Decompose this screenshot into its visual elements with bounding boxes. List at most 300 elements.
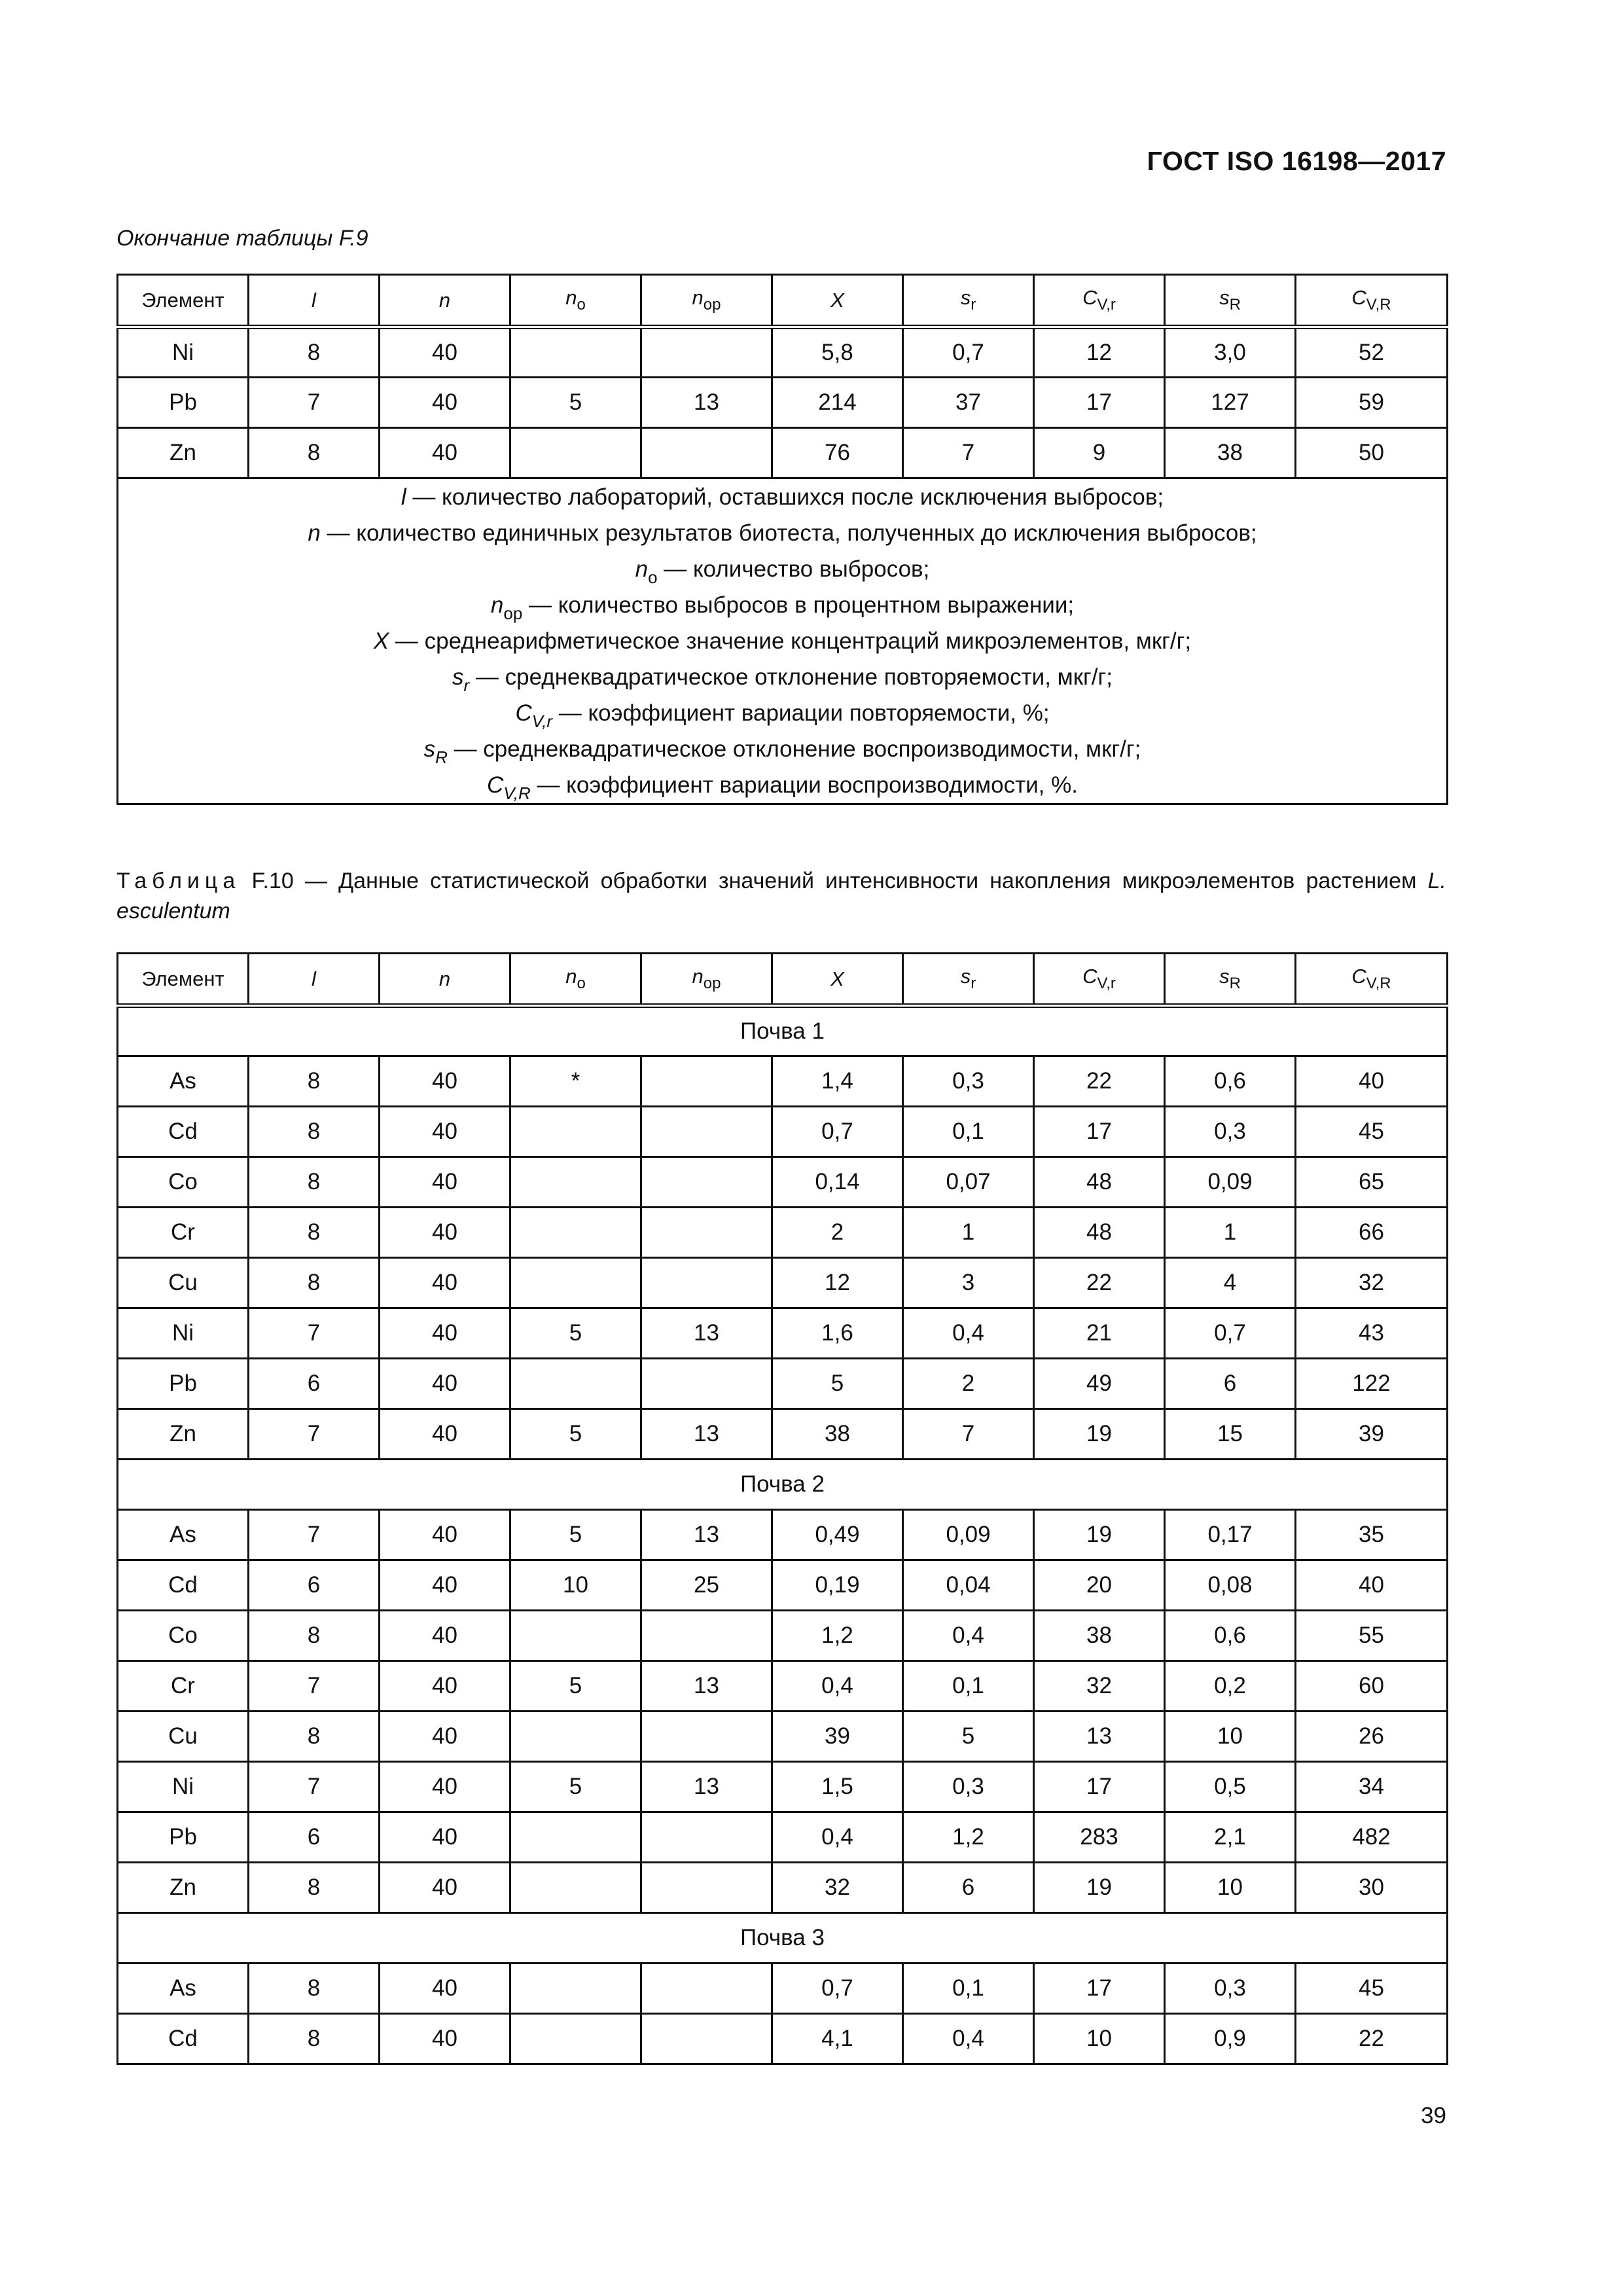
value-cell (510, 327, 641, 378)
column-header (1165, 275, 1296, 327)
column-header (903, 275, 1034, 327)
legend-item (118, 623, 1446, 659)
value-cell: 45 (1296, 1107, 1448, 1157)
column-header-symbol: X (830, 288, 844, 312)
value-cell: 0,4 (772, 1661, 903, 1712)
value-cell (510, 1712, 641, 1762)
column-header (380, 954, 510, 1006)
value-cell: 22 (1296, 2014, 1448, 2064)
value-cell: 1,4 (772, 1056, 903, 1107)
column-header-symbol: C (1351, 286, 1366, 309)
legend-item (118, 479, 1446, 515)
value-cell: 10 (1034, 2014, 1165, 2064)
element-cell: Cd (118, 1560, 249, 1611)
value-cell: 0,3 (903, 1762, 1034, 1812)
value-cell: 8 (249, 1964, 380, 2014)
table-row (118, 1560, 1448, 1611)
column-header (118, 275, 249, 327)
value-cell: 40 (1296, 1056, 1448, 1107)
value-cell: 43 (1296, 1308, 1448, 1359)
element-cell: Cr (118, 1208, 249, 1258)
value-cell (641, 1258, 772, 1308)
value-cell (510, 1812, 641, 1863)
column-header (641, 954, 772, 1006)
column-header-subscript: r (971, 975, 976, 992)
value-cell: 5 (510, 1308, 641, 1359)
element-cell: Ni (118, 1308, 249, 1359)
value-cell: 13 (641, 1762, 772, 1812)
legend-subscript: о (648, 567, 658, 587)
value-cell: * (510, 1056, 641, 1107)
legend-symbol: C (515, 700, 532, 726)
value-cell: 38 (772, 1409, 903, 1460)
value-cell: 17 (1034, 1964, 1165, 2014)
table-row (118, 1762, 1448, 1812)
value-cell: 3 (903, 1258, 1034, 1308)
element-cell: As (118, 1510, 249, 1560)
element-cell: Co (118, 1611, 249, 1661)
column-header-symbol: s (1219, 286, 1230, 309)
column-header (1296, 275, 1448, 327)
value-cell: 7 (903, 428, 1034, 478)
column-header (772, 954, 903, 1006)
value-cell: 35 (1296, 1510, 1448, 1560)
value-cell: 6 (249, 1359, 380, 1409)
value-cell: 17 (1034, 1762, 1165, 1812)
value-cell (510, 1157, 641, 1208)
column-header-symbol: C (1351, 965, 1366, 988)
value-cell: 40 (380, 428, 510, 478)
value-cell: 12 (772, 1258, 903, 1308)
column-header-subscript: V,r (1097, 975, 1116, 992)
column-header (1296, 954, 1448, 1006)
column-header-symbol: C (1082, 286, 1097, 309)
value-cell: 0,3 (1165, 1107, 1296, 1157)
value-cell: 5 (510, 1762, 641, 1812)
element-cell: Pb (118, 1359, 249, 1409)
value-cell: 32 (1296, 1258, 1448, 1308)
value-cell (510, 1964, 641, 2014)
value-cell: 6 (903, 1863, 1034, 1913)
legend-symbol: l (401, 484, 406, 510)
value-cell: 8 (249, 1208, 380, 1258)
value-cell: 32 (772, 1863, 903, 1913)
column-header-symbol: s (960, 965, 971, 988)
column-header (1034, 275, 1165, 327)
value-cell: 0,1 (903, 1964, 1034, 2014)
table-header-row (118, 954, 1448, 1006)
element-cell: As (118, 1964, 249, 2014)
value-cell: 40 (380, 1712, 510, 1762)
legend-subscript: V,r (531, 711, 553, 731)
legend-item (118, 587, 1446, 623)
value-cell (510, 1258, 641, 1308)
element-cell: Co (118, 1157, 249, 1208)
value-cell: 13 (641, 378, 772, 428)
value-cell (641, 327, 772, 378)
soil-section-row (118, 1460, 1448, 1510)
column-header-subscript: V,R (1366, 975, 1391, 992)
value-cell: 0,9 (1165, 2014, 1296, 2064)
value-cell: 20 (1034, 1560, 1165, 1611)
value-cell: 40 (380, 1409, 510, 1460)
column-header-symbol: l (312, 288, 316, 312)
column-header-symbol: n (438, 288, 451, 312)
value-cell: 40 (380, 1863, 510, 1913)
legend-subscript: r (463, 675, 470, 695)
value-cell: 48 (1034, 1208, 1165, 1258)
column-header-symbol: l (312, 967, 316, 990)
value-cell: 4,1 (772, 2014, 903, 2064)
legend-text: — среднеквадратическое отклонение воспроизводимости, мкг/г; (447, 736, 1141, 762)
value-cell: 13 (641, 1409, 772, 1460)
value-cell: 0,7 (903, 327, 1034, 378)
value-cell: 0,3 (903, 1056, 1034, 1107)
value-cell: 0,07 (903, 1157, 1034, 1208)
table-f10-title (116, 866, 1446, 926)
legend-text: — количество выбросов в процентном выражении; (522, 592, 1075, 618)
column-header-symbol: C (1082, 965, 1097, 988)
element-cell: Cr (118, 1661, 249, 1712)
value-cell: 7 (249, 1661, 380, 1712)
table-row (118, 1258, 1448, 1308)
value-cell: 13 (641, 1510, 772, 1560)
legend-item (118, 767, 1446, 803)
column-header (903, 954, 1034, 1006)
species-name: L. esculentum (116, 869, 1446, 924)
value-cell: 22 (1034, 1056, 1165, 1107)
value-cell: 5 (903, 1712, 1034, 1762)
value-cell: 26 (1296, 1712, 1448, 1762)
value-cell (510, 1863, 641, 1913)
value-cell: 40 (380, 1258, 510, 1308)
value-cell: 0,4 (903, 2014, 1034, 2064)
element-cell: Ni (118, 327, 249, 378)
value-cell: 1,2 (903, 1812, 1034, 1863)
value-cell (641, 1208, 772, 1258)
value-cell: 30 (1296, 1863, 1448, 1913)
table-row (118, 378, 1448, 428)
value-cell: 40 (380, 1107, 510, 1157)
value-cell: 7 (903, 1409, 1034, 1460)
legend-subscript: V,R (503, 783, 531, 803)
value-cell: 8 (249, 1712, 380, 1762)
column-header (249, 275, 380, 327)
column-header-symbol: n (692, 965, 704, 988)
value-cell: 52 (1296, 327, 1448, 378)
value-cell (641, 1611, 772, 1661)
value-cell: 0,14 (772, 1157, 903, 1208)
value-cell: 45 (1296, 1964, 1448, 2014)
value-cell: 39 (772, 1712, 903, 1762)
value-cell: 22 (1034, 1258, 1165, 1308)
soil-section-label: Почва 2 (118, 1460, 1448, 1510)
table-row (118, 1359, 1448, 1409)
value-cell: 17 (1034, 1107, 1165, 1157)
value-cell: 40 (380, 1611, 510, 1661)
value-cell (641, 428, 772, 478)
column-header (380, 275, 510, 327)
value-cell: 5 (772, 1359, 903, 1409)
column-header (510, 275, 641, 327)
value-cell: 5 (510, 1409, 641, 1460)
table-row (118, 2014, 1448, 2064)
value-cell: 6 (1165, 1359, 1296, 1409)
value-cell: 3,0 (1165, 327, 1296, 378)
value-cell: 0,6 (1165, 1056, 1296, 1107)
value-cell: 19 (1034, 1409, 1165, 1460)
soil-section-label: Почва 3 (118, 1913, 1448, 1964)
value-cell: 0,19 (772, 1560, 903, 1611)
element-cell: Cu (118, 1258, 249, 1308)
value-cell: 0,04 (903, 1560, 1034, 1611)
value-cell: 0,49 (772, 1510, 903, 1560)
element-cell: Cu (118, 1712, 249, 1762)
value-cell: 0,7 (772, 1107, 903, 1157)
column-header-subscript: R (1229, 975, 1241, 992)
value-cell (510, 1208, 641, 1258)
value-cell (641, 1863, 772, 1913)
value-cell: 122 (1296, 1359, 1448, 1409)
value-cell: 10 (510, 1560, 641, 1611)
value-cell: 59 (1296, 378, 1448, 428)
value-cell: 0,2 (1165, 1661, 1296, 1712)
value-cell: 55 (1296, 1611, 1448, 1661)
column-header-symbol: s (960, 286, 971, 309)
value-cell: 8 (249, 327, 380, 378)
value-cell: 8 (249, 1107, 380, 1157)
column-header-label: Элемент (141, 967, 224, 990)
legend-item (118, 659, 1446, 695)
legend-row (118, 478, 1448, 804)
value-cell: 40 (380, 1359, 510, 1409)
value-cell: 40 (380, 1560, 510, 1611)
legend-text: — количество единичных результатов биотеста, полученных до исключения выбросов; (320, 520, 1257, 546)
value-cell: 37 (903, 378, 1034, 428)
value-cell: 8 (249, 1611, 380, 1661)
value-cell: 40 (380, 1762, 510, 1812)
column-header-subscript: о (577, 975, 586, 992)
value-cell: 17 (1034, 378, 1165, 428)
soil-section-label: Почва 1 (118, 1006, 1448, 1056)
value-cell: 0,09 (903, 1510, 1034, 1560)
value-cell: 65 (1296, 1157, 1448, 1208)
value-cell: 0,1 (903, 1661, 1034, 1712)
value-cell: 1 (1165, 1208, 1296, 1258)
value-cell: 0,1 (903, 1107, 1034, 1157)
value-cell: 12 (1034, 327, 1165, 378)
legend-cell (118, 478, 1448, 804)
table-row (118, 428, 1448, 478)
page-number: 39 (1421, 2103, 1446, 2128)
legend-text: — среднеарифметическое значение концентраций микроэлементов, мкг/г; (389, 628, 1192, 654)
value-cell: 0,08 (1165, 1560, 1296, 1611)
column-header-label: Элемент (141, 288, 224, 312)
value-cell: 7 (249, 378, 380, 428)
value-cell: 127 (1165, 378, 1296, 428)
legend-symbol: X (373, 628, 389, 654)
value-cell: 2 (772, 1208, 903, 1258)
value-cell: 76 (772, 428, 903, 478)
table-row (118, 1812, 1448, 1863)
legend-symbol: n (490, 592, 504, 618)
column-header-symbol: n (692, 286, 704, 309)
column-header-subscript: V,r (1097, 296, 1116, 314)
column-header-subscript: о (577, 296, 586, 314)
column-header-symbol: n (438, 967, 451, 990)
table-row (118, 1409, 1448, 1460)
value-cell: 0,7 (1165, 1308, 1296, 1359)
column-header (772, 275, 903, 327)
table-row (118, 1510, 1448, 1560)
value-cell: 9 (1034, 428, 1165, 478)
column-header-subscript: ор (703, 975, 721, 992)
value-cell: 6 (249, 1812, 380, 1863)
legend-text: — количество выбросов; (657, 556, 930, 582)
value-cell: 8 (249, 1863, 380, 1913)
value-cell: 0,4 (903, 1308, 1034, 1359)
value-cell (641, 1712, 772, 1762)
value-cell: 8 (249, 1056, 380, 1107)
legend-item (118, 731, 1446, 767)
column-header (1165, 954, 1296, 1006)
value-cell: 2 (903, 1359, 1034, 1409)
column-header-subscript: V,R (1366, 296, 1391, 314)
value-cell: 40 (1296, 1560, 1448, 1611)
column-header (641, 275, 772, 327)
value-cell: 283 (1034, 1812, 1165, 1863)
value-cell: 25 (641, 1560, 772, 1611)
element-cell: Pb (118, 378, 249, 428)
value-cell: 13 (1034, 1712, 1165, 1762)
legend-symbol: s (423, 736, 436, 762)
value-cell: 19 (1034, 1510, 1165, 1560)
value-cell: 10 (1165, 1863, 1296, 1913)
value-cell: 13 (641, 1308, 772, 1359)
value-cell: 40 (380, 2014, 510, 2064)
value-cell (510, 1107, 641, 1157)
value-cell: 1,5 (772, 1762, 903, 1812)
value-cell: 1,2 (772, 1611, 903, 1661)
value-cell: 8 (249, 2014, 380, 2064)
column-header (1034, 954, 1165, 1006)
legend-symbol: n (635, 556, 649, 582)
table-header-row (118, 275, 1448, 327)
value-cell: 40 (380, 1056, 510, 1107)
value-cell (641, 1107, 772, 1157)
soil-section-row (118, 1913, 1448, 1964)
value-cell: 15 (1165, 1409, 1296, 1460)
value-cell (641, 1964, 772, 2014)
table-title-text: F.10 — Данные статистической обработки значений интенсивности накопления микроэлементов растением (251, 869, 1417, 893)
column-header-symbol: n (565, 965, 577, 988)
element-cell: Ni (118, 1762, 249, 1812)
value-cell (641, 2014, 772, 2064)
element-cell: As (118, 1056, 249, 1107)
column-header-subscript: R (1229, 296, 1241, 314)
value-cell: 38 (1034, 1611, 1165, 1661)
column-header (118, 954, 249, 1006)
value-cell: 40 (380, 1964, 510, 2014)
legend-text: — коэффициент вариации воспроизводимости, %. (530, 772, 1078, 798)
column-header-symbol: n (565, 286, 577, 309)
value-cell: 0,5 (1165, 1762, 1296, 1812)
value-cell: 48 (1034, 1157, 1165, 1208)
value-cell (641, 1812, 772, 1863)
table-row (118, 1056, 1448, 1107)
table-f10 (116, 952, 1448, 2065)
value-cell: 34 (1296, 1762, 1448, 1812)
value-cell: 4 (1165, 1258, 1296, 1308)
legend-symbol: s (452, 664, 464, 690)
value-cell: 8 (249, 1258, 380, 1308)
element-cell: Zn (118, 1863, 249, 1913)
value-cell (510, 1359, 641, 1409)
element-cell: Cd (118, 2014, 249, 2064)
value-cell: 0,3 (1165, 1964, 1296, 2014)
value-cell: 8 (249, 428, 380, 478)
value-cell: 5 (510, 1661, 641, 1712)
value-cell: 6 (249, 1560, 380, 1611)
legend-text: — количество лабораторий, оставшихся после исключения выбросов; (406, 484, 1164, 510)
legend-subscript: R (435, 747, 448, 767)
value-cell: 0,09 (1165, 1157, 1296, 1208)
legend-symbol: C (487, 772, 504, 798)
legend-item (118, 515, 1446, 551)
value-cell: 39 (1296, 1409, 1448, 1460)
value-cell: 7 (249, 1308, 380, 1359)
value-cell (641, 1056, 772, 1107)
element-cell: Zn (118, 428, 249, 478)
value-cell (510, 1611, 641, 1661)
value-cell: 482 (1296, 1812, 1448, 1863)
column-header-subscript: ор (703, 296, 721, 314)
value-cell: 13 (641, 1661, 772, 1712)
column-header-symbol: s (1219, 965, 1230, 988)
value-cell: 0,4 (903, 1611, 1034, 1661)
legend-item (118, 551, 1446, 587)
value-cell: 7 (249, 1510, 380, 1560)
value-cell: 49 (1034, 1359, 1165, 1409)
value-cell: 1 (903, 1208, 1034, 1258)
value-cell: 38 (1165, 428, 1296, 478)
value-cell: 5 (510, 378, 641, 428)
table-row (118, 1208, 1448, 1258)
table-row (118, 1964, 1448, 2014)
value-cell: 214 (772, 378, 903, 428)
value-cell: 21 (1034, 1308, 1165, 1359)
value-cell: 8 (249, 1157, 380, 1208)
value-cell: 5 (510, 1510, 641, 1560)
table-row (118, 1712, 1448, 1762)
value-cell: 60 (1296, 1661, 1448, 1712)
element-cell: Cd (118, 1107, 249, 1157)
value-cell: 0,4 (772, 1812, 903, 1863)
column-header-symbol: X (830, 967, 844, 990)
value-cell: 40 (380, 1308, 510, 1359)
table-row (118, 1107, 1448, 1157)
legend-subscript: ор (503, 603, 523, 623)
table-row (118, 1863, 1448, 1913)
value-cell: 5,8 (772, 327, 903, 378)
value-cell: 7 (249, 1762, 380, 1812)
value-cell: 2,1 (1165, 1812, 1296, 1863)
legend-text: — коэффициент вариации повторяемости, %; (552, 700, 1050, 726)
table-f9 (116, 274, 1448, 805)
legend-text: — среднеквадратическое отклонение повторяемости, мкг/г; (469, 664, 1113, 690)
value-cell: 66 (1296, 1208, 1448, 1258)
value-cell (510, 2014, 641, 2064)
